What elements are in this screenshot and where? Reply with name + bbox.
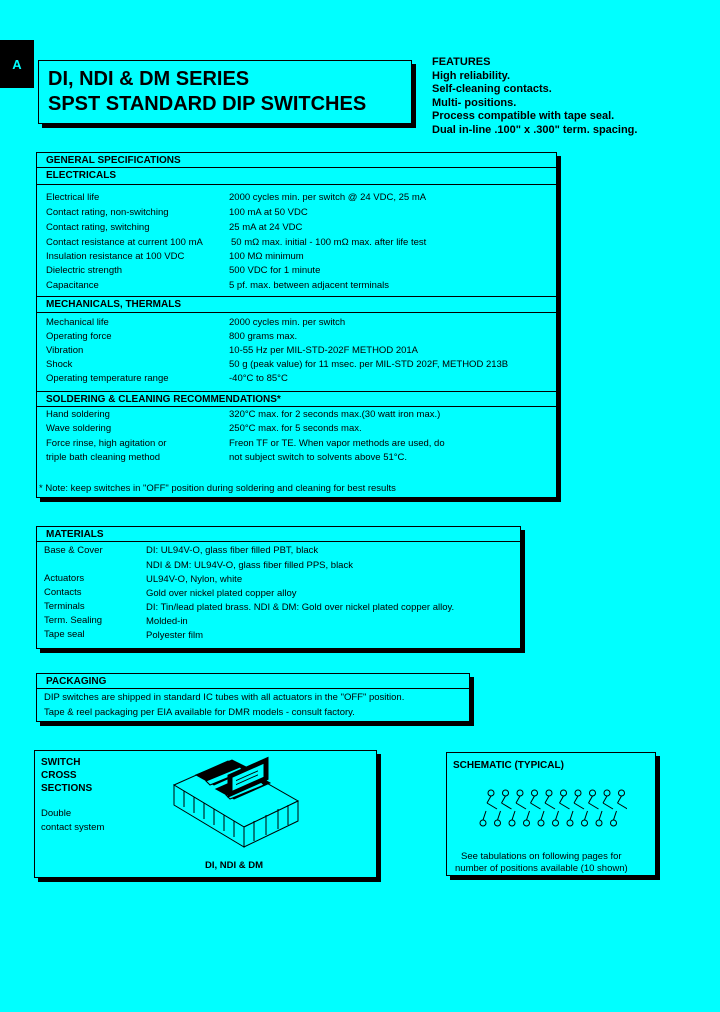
spec-label: Insulation resistance at 100 VDC [46, 251, 185, 262]
schematic-switch [611, 790, 628, 826]
spec-value: not subject switch to solvents above 51°C. [229, 452, 408, 463]
schematic-switch [567, 790, 584, 826]
soldering-heading: SOLDERING & CLEANING RECOMMENDATIONS* [46, 394, 281, 405]
spec-value: 800 grams max. [229, 331, 298, 342]
material-value: Gold over nickel plated copper alloy [146, 588, 297, 599]
packaging-box [36, 673, 470, 722]
section-letter: A [12, 56, 22, 72]
spec-value: 320°C max. for 2 seconds max.(30 watt iron max.) [229, 409, 441, 420]
material-value: Molded-in [146, 616, 188, 627]
electricals-heading: ELECTRICALS [46, 170, 116, 181]
spec-value: 2000 cycles min. per switch [229, 317, 346, 328]
divider [37, 391, 556, 392]
schematic-box [446, 752, 656, 876]
schematic-switch [596, 790, 613, 826]
materials-heading: MATERIALS [46, 529, 104, 540]
material-label: Tape seal [44, 629, 85, 640]
feature-item: Self-cleaning contacts. [432, 83, 552, 95]
schematic-note-line: number of positions available (10 shown) [455, 863, 628, 874]
spec-label: Force rinse, high agitation or [46, 438, 167, 449]
material-value: DI: UL94V-O, glass fiber filled PBT, black [146, 545, 319, 556]
product-title: SPST STANDARD DIP SWITCHES [48, 93, 367, 115]
schematic-switch [553, 790, 570, 826]
packaging-line: Tape & reel packaging per EIA available for DMR models - consult factory. [44, 707, 355, 718]
schematic-switch [480, 790, 497, 826]
divider [37, 312, 556, 313]
schematic-switch [509, 790, 526, 826]
schematic-switch [495, 790, 512, 826]
spec-label: Capacitance [46, 280, 99, 291]
cross-sections-heading [41, 756, 92, 795]
divider [37, 406, 556, 407]
spec-value: 50 g (peak value) for 11 msec. per MIL-STD 202F, METHOD 213B [229, 359, 509, 370]
cross-sections-box [34, 750, 377, 878]
schematic-switch [524, 790, 541, 826]
spec-label: Vibration [46, 345, 84, 356]
features-heading: FEATURES [432, 56, 491, 68]
material-value: UL94V-O, Nylon, white [146, 574, 243, 585]
packaging-heading: PACKAGING [46, 676, 107, 687]
materials-box [36, 526, 521, 649]
spec-value: 500 VDC for 1 minute [229, 265, 321, 276]
spec-value: Freon TF or TE. When vapor methods are used, do [229, 438, 445, 449]
divider [37, 688, 469, 689]
packaging-line: DIP switches are shipped in standard IC tubes with all actuators in the "OFF" position. [44, 692, 405, 703]
spec-value: 250°C max. for 5 seconds max. [229, 423, 362, 434]
spec-label: Operating force [46, 331, 112, 342]
spec-value: 2000 cycles min. per switch @ 24 VDC, 25 mA [229, 192, 427, 203]
schematic-note-line: See tabulations on following pages for [461, 851, 622, 862]
spec-value: 100 mA at 50 VDC [229, 207, 308, 218]
dip-switch-illustration [170, 755, 310, 855]
material-label: Actuators [44, 573, 85, 584]
material-label: Terminals [44, 601, 85, 612]
general-specs-heading: GENERAL SPECIFICATIONS [46, 155, 181, 166]
feature-item: Process compatible with tape seal. [432, 110, 615, 122]
spec-label: Contact resistance at current 100 mA [46, 237, 203, 248]
feature-item: Multi- positions. [432, 96, 517, 109]
cross-desc-line: contact system [41, 822, 105, 833]
mechanicals-heading: MECHANICALS, THERMALS [46, 299, 181, 310]
series-title: DI, NDI & DM SERIES [48, 68, 250, 90]
spec-label: Contact rating, switching [46, 222, 150, 233]
divider [37, 296, 556, 297]
spec-label: Shock [46, 359, 73, 370]
spec-value: 10-55 Hz per MIL-STD-202F METHOD 201A [229, 345, 419, 356]
spec-value: 50 mΩ max. initial - 100 mΩ max. after life test [231, 237, 427, 248]
spec-label: Dielectric strength [46, 265, 123, 276]
schematic-diagram [477, 787, 627, 831]
spec-label: Wave soldering [46, 423, 112, 434]
feature-item: High reliability. [432, 69, 511, 82]
divider [37, 541, 520, 542]
cross-heading-line: SECTIONS [41, 783, 93, 794]
divider [37, 184, 556, 185]
schematic-heading: SCHEMATIC (TYPICAL) [453, 760, 564, 771]
spec-label: Mechanical life [46, 317, 109, 328]
cross-heading-line: SWITCH [41, 757, 81, 768]
cross-desc-line: Double [41, 808, 72, 819]
cross-heading-line: CROSS [41, 770, 77, 781]
divider [37, 167, 556, 168]
feature-item: Dual in-line .100" x .300" term. spacing. [432, 123, 638, 136]
material-value: Polyester film [146, 630, 204, 641]
schematic-switch [582, 790, 599, 826]
spec-label: triple bath cleaning method [46, 452, 161, 463]
features-block [432, 56, 637, 137]
material-value: DI: Tin/lead plated brass. NDI & DM: Gold over nickel plated copper alloy. [146, 602, 455, 613]
spec-value: 25 mA at 24 VDC [229, 222, 303, 233]
spec-label: Operating temperature range [46, 373, 169, 384]
material-label: Term. Sealing [44, 615, 103, 626]
material-label: Contacts [44, 587, 82, 598]
spec-value: 5 pf. max. between adjacent terminals [229, 280, 390, 291]
section-tab [0, 40, 34, 88]
material-value: NDI & DM: UL94V-O, glass fiber filled PPS, black [146, 560, 353, 571]
spec-value: 100 MΩ minimum [229, 251, 304, 262]
spec-label: Contact rating, non-switching [46, 207, 169, 218]
general-specs-box [36, 152, 557, 498]
spec-label: Hand soldering [46, 409, 110, 420]
title-box [38, 60, 412, 124]
schematic-switch [538, 790, 555, 826]
material-label: Base & Cover [44, 545, 103, 556]
spec-value: -40°C to 85°C [229, 373, 288, 384]
soldering-note: * Note: keep switches in "OFF" position during soldering and cleaning for best results [39, 483, 396, 494]
spec-label: Electrical life [46, 192, 100, 203]
cross-caption: DI, NDI & DM [205, 860, 264, 871]
